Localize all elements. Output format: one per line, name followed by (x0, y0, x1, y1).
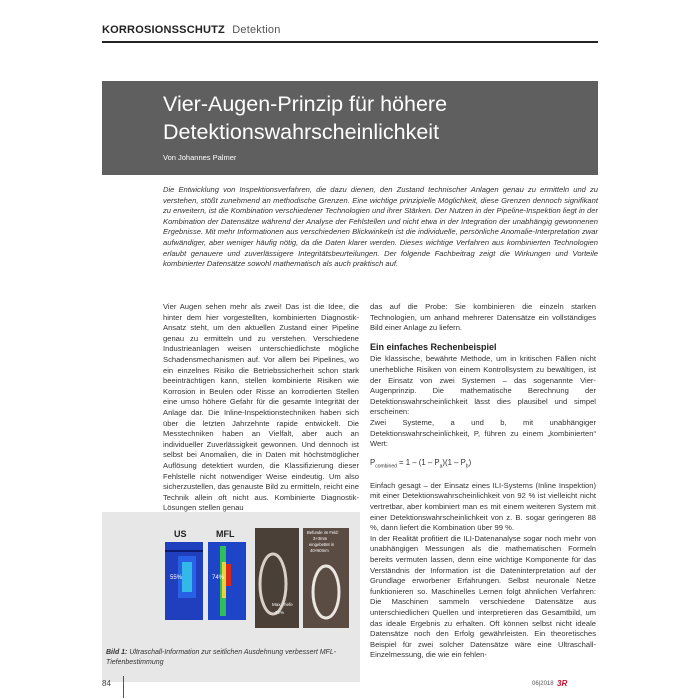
footer-divider (123, 676, 124, 698)
svg-text:40×60mm: 40×60mm (310, 548, 329, 553)
article-byline: Von Johannes Palmer (163, 153, 237, 162)
figure-image (162, 526, 350, 638)
photo-note: Befunde im Feld: (307, 530, 339, 535)
us-percent: 55% (170, 575, 183, 581)
section-title: KORROSIONSSCHUTZ (102, 24, 225, 36)
article-title (163, 90, 583, 146)
body-paragraph: In der Realität profitiert die ILI-Datenanalyse sogar noch mehr von unabhängigen Messungen als die mathematischen Formeln bereits vermuten lassen, denn eine wichtige Komponente für das Verständnis der Information ist die Dateninterpretation auf der Grundlage erworbener Erfahrungen. Selbst neuronale Netze funktionieren so. Maschinelles Lernen folgt ähnlichen Verfahren: Die Maschinen sammeln verschiedene Datensätze aus unterschiedlichen Quellen und interpretieren das Gesamtbild, um das ideale Ergebnis zu erhalten. Oft können selbst nicht ideale Datensätze noch den Erfolg gewährleisten. Ein theoretisches Beispiel für zwei solcher Datensätze wäre eine Ultraschall-Einzelmessung, die wie ein fehlen- (370, 533, 596, 660)
page-number: 84 (102, 679, 111, 688)
brand-logo: 3R (557, 679, 568, 688)
body-paragraph: Einfach gesagt – der Einsatz eines ILI-Systems (Inline Inspektion) mit einer Detektionswahrscheinlichkeit von 92 % ist vielleicht nicht vertretbar, aber kombiniert man es mit einem weiteren System mit einer Detektionswahrscheinlichkeit von z. B. sogar geringeren 88 %, dann liefert die Kombination über 99 %. (370, 480, 596, 533)
us-label: US (174, 529, 187, 539)
mfl-label: MFL (216, 529, 235, 539)
body-paragraph: das auf die Probe: Sie kombinieren die einzeln starken Technologien, um anhand mehrerer Datensätze ein vollständiges Bild einer Anlage zu liefern. (370, 302, 596, 333)
column-right (370, 302, 596, 661)
body-paragraph: Die klassische, bewährte Methode, um in kritischen Fällen nicht unerhebliche Risiken von einem Kontrollsystem zu bewältigen, ist der Einsatz von zwei Systemen – das sogenannte Vier-Augenprinzip. Die mathematische Berechnung der Detektionswahrscheinlichkeit lässt dies plausibel und simpel erscheinen: (370, 354, 596, 417)
caption-text: Ultraschall-Information zur seitlichen Ausdehnung verbessert MFL-Tiefenbestimmung (106, 649, 337, 666)
figure-caption (106, 648, 356, 668)
svg-text:eingebettet in: eingebettet in (309, 542, 335, 547)
body-paragraph: Vier Augen sehen mehr als zwei! Das ist die Idee, die hinter dem hier vorgestellten, kombinierten Diagnostik-Ansatz steht, um den aktuellen Zustand einer Pipeline genau zu ermitteln und zu verstehen. Verschiedene Industrieanlagen weisen unterschiedlichste mögliche Schadensmechanismen auf. Vor allem bei Pipelines, wo ein einzelnes Risiko die Betriebssicherheit schon stark beeinträchtigen kann, stellen kombinierte Risiken wie Korrosion in Beulen oder Risse an korrodierten Stellen eine umso höhere Gefahr für die gesamte Integrität der Anlage dar. Die Inline-Inspektionstechniken haben sich über die letzten Jahrzehnte rapide entwickelt. Die Messtechniken haben an Vielfalt, aber auch an individueller Zuverlässigkeit gewonnen. Und dennoch ist selbst bei Anomalien, die in Daten mit höchstmöglicher Auflösung detektiert wurden, die Klassifizierung dieser Fehlstelle nicht notwendiger Weise eindeutig. Um also sicherzustellen, das genauste Bild zu ermitteln, reicht eine Technik allein oft nicht aus. Kombinierte Diagnostik-Lösungen stellen genau (163, 302, 359, 513)
column-left (163, 302, 359, 514)
header-divider (102, 41, 598, 43)
max-depth-value: 72% (275, 610, 285, 615)
article-lead: Die Entwicklung von Inspektionsverfahren, die dazu dienen, den Zustand technischer Anlagen genau zu ermitteln und zu verstehen, stößt zunehmend an methodische Grenzen. Eine wichtige prinzipielle Möglichkeit, diese Grenzen dennoch signifikant zu erweitern, ist die Kombination verschiedener Technologien und ihrer Stärken. Der Nutzen in der Pipeline-Inspektion liegt in der Kombination der Datensätze während der Analyse der Fehlstellen und nicht etwa in der Integration der unabhängig gewonnenen Ergebnisse. Mit mehr Informationen aus verschiedenen Blickwinkeln ist die individuelle, persönliche Anomalie-Interpretation zwar aufwändiger, aber weniger häufig nötig, da die Daten klarer werden. Dieses wichtige Verfahren aus kombinierten Technologien erlaubt genauere und zuverlässigere Integritätsbeurteilungen. Der folgende Fachbeitrag zeigt die Wirkungen und Vorteile kombinierter Datensätze sowohl mathematisch als auch praktisch auf. (163, 185, 598, 269)
article-title-line1: Vier-Augen-Prinzip für höhere (163, 92, 448, 116)
section-heading: Ein einfaches Rechenbeispiel (370, 341, 497, 352)
max-depth-label: Max. Tiefe (272, 602, 293, 607)
issue-number: 06|2018 (532, 681, 554, 687)
svg-text:3+3mm: 3+3mm (313, 536, 328, 541)
caption-label: Bild 1: (106, 649, 128, 656)
section-header (102, 24, 598, 39)
mfl-percent: 74% (212, 575, 225, 581)
body-paragraph: Zwei Systeme, a und b, mit unabhängiger Detektionswahrscheinlichkeit, P, führen zu einem „kombinierten“ Wert: (370, 417, 596, 449)
article-title-line2: Detektionswahrscheinlichkeit (163, 120, 440, 144)
section-subtitle: Detektion (232, 24, 281, 36)
figure-1 (102, 512, 360, 682)
formula: $P_{combined} = 1 - (1 - P_a)(1 - P_b)$ (370, 457, 472, 470)
